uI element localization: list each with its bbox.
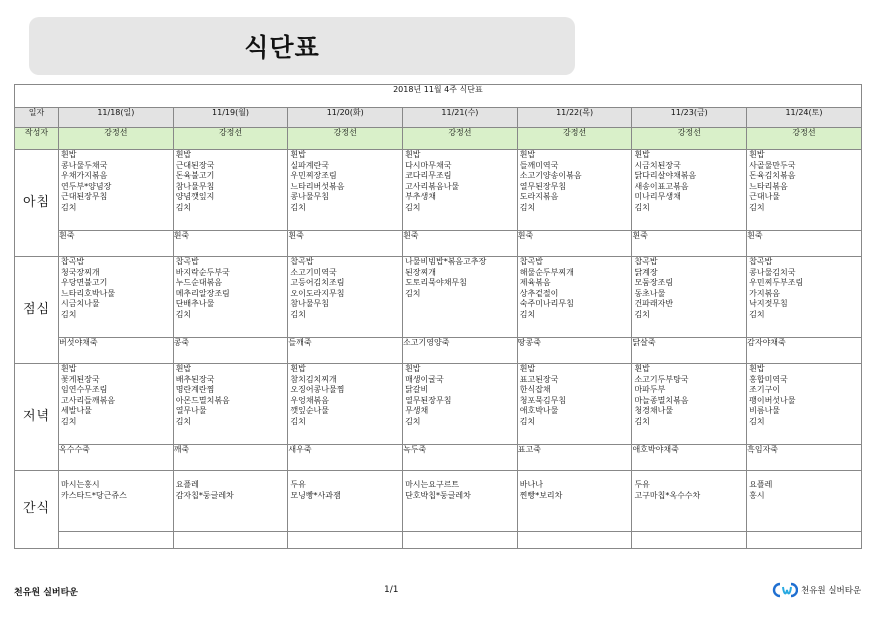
menu-item: 사골물만두국 <box>749 160 796 170</box>
menu-cell <box>288 257 403 338</box>
menu-item: 된장찌개 <box>405 267 436 277</box>
menu-item: 김치 <box>175 202 192 212</box>
menu-item: 다시마무채국 <box>405 160 452 170</box>
day-writer: 강정선 <box>173 128 288 150</box>
menu-item: 모닝빵*사과잼 <box>290 490 341 500</box>
day-date: 11/23(금) <box>632 108 747 128</box>
menu-item: 임연수무조림 <box>61 385 108 395</box>
menu-item: 참치김치찌개 <box>290 374 337 384</box>
menu-item: 실파계란국 <box>290 160 330 170</box>
menu-item: 바나나 <box>519 480 543 489</box>
menu-cell <box>517 257 632 338</box>
title-banner <box>29 17 575 75</box>
day-date: 11/22(목) <box>517 108 632 128</box>
menu-item: 김치 <box>634 202 650 212</box>
logo-text: 천유원 실버타운 <box>801 586 862 596</box>
menu-cell <box>747 150 862 231</box>
menu-cell <box>747 257 862 338</box>
menu-item: 새송이표고볶음 <box>634 181 689 191</box>
menu-cell <box>403 471 518 532</box>
menu-cell <box>288 471 403 532</box>
menu-item: 홍시 <box>749 490 765 500</box>
menu-item: 세발나물 <box>61 406 92 416</box>
menu-item: 두유 <box>290 480 306 489</box>
menu-item: 흰밥 <box>290 150 306 159</box>
menu-item: 김치 <box>405 288 421 298</box>
menu-cell <box>173 257 288 338</box>
menu-cell <box>517 471 632 532</box>
menu-item: 찹곡밥 <box>175 257 199 266</box>
menu-item: 열무된장무침 <box>519 181 567 191</box>
menu-item: 찹곡밥 <box>61 257 85 266</box>
menu-item: 청경채나물 <box>634 406 674 416</box>
porridge-cell: 옥수수죽 <box>59 445 174 471</box>
empty-cell <box>632 532 747 549</box>
menu-item: 코다리무조림 <box>405 171 452 181</box>
menu-item: 김치 <box>290 416 306 426</box>
menu-item: 김치 <box>519 202 536 212</box>
menu-item: 열무나물 <box>175 406 207 416</box>
menu-item: 소고기양송이볶음 <box>519 171 582 181</box>
menu-item: 근대된장무침 <box>61 192 108 202</box>
menu-item: 양념깻잎지 <box>175 192 215 202</box>
day-writer: 강정선 <box>288 128 403 150</box>
menu-item: 카스타드*당근쥬스 <box>61 490 127 500</box>
menu-item: 부추생채 <box>405 192 436 202</box>
menu-item: 제육볶음 <box>519 278 551 288</box>
empty-cell <box>59 532 174 549</box>
meal-label-snack: 간식 <box>15 471 59 549</box>
menu-cell <box>632 150 747 231</box>
porridge-cell: 감자야채죽 <box>747 338 862 364</box>
menu-item: 건파래자반 <box>634 299 674 309</box>
menu-item: 단배추나물 <box>175 299 215 309</box>
porridge-cell: 소고기영양죽 <box>403 338 518 364</box>
menu-item: 흰밥 <box>290 364 306 373</box>
menu-item: 요플레 <box>175 480 199 489</box>
menu-item: 김치 <box>634 416 650 426</box>
porridge-cell: 닭살죽 <box>632 338 747 364</box>
menu-item: 김치 <box>175 416 192 426</box>
day-date: 11/18(일) <box>59 108 174 128</box>
menu-item: 시금치된장국 <box>634 160 681 170</box>
menu-item: 마파두부 <box>634 385 666 395</box>
porridge-cell: 콩죽 <box>173 338 288 364</box>
porridge-cell: 버섯야채죽 <box>59 338 174 364</box>
porridge-cell: 표고죽 <box>517 445 632 471</box>
menu-item: 비름나물 <box>749 406 781 416</box>
menu-item: 흰밥 <box>61 150 77 159</box>
porridge-cell: 흰죽 <box>288 231 403 257</box>
empty-cell <box>173 532 288 549</box>
menu-item: 고사리볶음나물 <box>405 181 460 191</box>
porridge-cell: 깨죽 <box>173 445 288 471</box>
menu-item: 김치 <box>61 309 77 319</box>
menu-item: 바지락순두부국 <box>175 267 230 277</box>
menu-item: 우민찌장조림 <box>290 171 337 181</box>
menu-item: 미나리무생채 <box>634 192 681 202</box>
menu-item: 단호박칩*둥글레차 <box>405 490 471 500</box>
footer-org: 천유원 실버타운 <box>14 588 78 598</box>
menu-item: 소고기미역국 <box>290 267 337 277</box>
menu-item: 상추겉절이 <box>519 288 559 298</box>
menu-item: 고사리들깨볶음 <box>61 395 116 405</box>
menu-item: 도토리묵야채무침 <box>405 278 467 288</box>
menu-item: 김치 <box>405 202 421 212</box>
menu-item: 나물비빔밥*볶음고추장 <box>405 257 487 266</box>
menu-item: 근대된장국 <box>175 160 215 170</box>
menu-item: 김치 <box>519 416 536 426</box>
page-title: 식단표 <box>244 33 320 62</box>
menu-item: 흰밥 <box>519 364 536 373</box>
porridge-cell: 흰죽 <box>517 231 632 257</box>
menu-item: 동초나물 <box>634 288 666 298</box>
empty-cell <box>288 532 403 549</box>
menu-item: 아몬드멸치볶음 <box>175 395 230 405</box>
porridge-cell: 새우죽 <box>288 445 403 471</box>
menu-item: 우채가지볶음 <box>61 171 108 181</box>
menu-item: 모둠장조림 <box>634 278 674 288</box>
day-date: 11/24(토) <box>747 108 862 128</box>
menu-item: 닭계장 <box>634 267 658 277</box>
menu-item: 흰밥 <box>634 364 650 373</box>
porridge-cell: 흰죽 <box>747 231 862 257</box>
menu-item: 느타리버섯볶음 <box>290 181 345 191</box>
menu-item: 김치 <box>749 416 765 426</box>
footer-page-number: 1/1 <box>384 585 399 595</box>
day-writer: 강정선 <box>747 128 862 150</box>
menu-item: 도라지볶음 <box>519 192 559 202</box>
menu-cell <box>517 150 632 231</box>
menu-item: 느타리볶음 <box>749 181 788 191</box>
menu-item: 누드순대볶음 <box>175 278 223 288</box>
meal-label-breakfast: 아침 <box>15 150 59 257</box>
menu-item: 무생채 <box>405 406 429 416</box>
menu-item: 흰밥 <box>175 364 192 373</box>
menu-item: 김치 <box>749 309 765 319</box>
menu-cell <box>747 364 862 445</box>
menu-item: 표고된장국 <box>519 374 559 384</box>
menu-item: 한식잡채 <box>519 385 551 395</box>
porridge-cell: 흰죽 <box>173 231 288 257</box>
menu-item: 청국장찌개 <box>61 267 100 277</box>
menu-item: 찹곡밥 <box>519 257 543 266</box>
menu-item: 흰밥 <box>519 150 536 159</box>
menu-item: 깻잎순나물 <box>290 406 330 416</box>
menu-item: 소고기두부탕국 <box>634 374 689 384</box>
week-title: 2018년 11월 4주 식단표 <box>15 85 862 108</box>
menu-item: 배추된장국 <box>175 374 215 384</box>
menu-item: 꽃게된장국 <box>61 374 100 384</box>
day-writer: 강정선 <box>517 128 632 150</box>
empty-cell <box>517 532 632 549</box>
day-writer: 강정선 <box>632 128 747 150</box>
menu-item: 흰밥 <box>749 364 765 373</box>
footer-logo <box>772 582 861 598</box>
menu-cell <box>747 471 862 532</box>
menu-item: 마늘종멸치볶음 <box>634 395 689 405</box>
logo-mark-icon <box>772 582 798 598</box>
menu-cell <box>59 364 174 445</box>
menu-item: 메추리알장조림 <box>175 288 230 298</box>
menu-item: 김치 <box>634 309 650 319</box>
menu-cell <box>632 364 747 445</box>
menu-item: 고구마칩*옥수수차 <box>634 490 701 500</box>
menu-cell <box>173 150 288 231</box>
menu-item: 홍합미역국 <box>749 374 788 384</box>
menu-item: 닭다리살야채볶음 <box>634 171 697 181</box>
menu-item: 우민찌두부조림 <box>749 278 804 288</box>
menu-cell <box>403 150 518 231</box>
menu-item: 마시는홍시 <box>61 480 100 489</box>
empty-cell <box>403 532 518 549</box>
porridge-cell: 흰죽 <box>59 231 174 257</box>
writer-header-label: 작성자 <box>15 128 59 150</box>
menu-item: 열무된장무침 <box>405 395 452 405</box>
menu-item: 고등어김치조림 <box>290 278 345 288</box>
menu-item: 명란계란찜 <box>175 385 215 395</box>
menu-item: 찐빵*보리차 <box>519 490 563 500</box>
menu-cell <box>403 257 518 338</box>
menu-item: 흰밥 <box>175 150 192 159</box>
weekly-menu-table <box>14 84 862 549</box>
menu-cell <box>173 364 288 445</box>
menu-item: 돈육불고기 <box>175 171 215 181</box>
menu-cell <box>517 364 632 445</box>
menu-item: 청포묵김무침 <box>519 395 567 405</box>
menu-item: 찹곡밥 <box>290 257 314 266</box>
menu-cell <box>288 364 403 445</box>
menu-item: 오징어콩나물찜 <box>290 385 345 395</box>
menu-cell <box>59 150 174 231</box>
menu-item: 흰밥 <box>749 150 765 159</box>
menu-cell <box>632 471 747 532</box>
menu-item: 우당면불고기 <box>61 278 108 288</box>
menu-item: 콩나물두채국 <box>61 160 108 170</box>
menu-item: 김치 <box>175 309 192 319</box>
menu-item: 흰밥 <box>61 364 77 373</box>
menu-cell <box>403 364 518 445</box>
menu-item: 매생이굴국 <box>405 374 444 384</box>
menu-item: 해물순두부찌개 <box>519 267 574 277</box>
menu-item: 요플레 <box>749 480 773 489</box>
menu-cell <box>288 150 403 231</box>
menu-item: 팽이버섯나물 <box>749 395 796 405</box>
menu-item: 참나물무침 <box>290 299 330 309</box>
menu-item: 오이도라지무침 <box>290 288 345 298</box>
menu-item: 마시는요구르트 <box>405 480 460 489</box>
menu-item: 낙지젓무침 <box>749 299 788 309</box>
porridge-cell: 흰죽 <box>632 231 747 257</box>
menu-item: 김치 <box>405 416 421 426</box>
menu-item: 찹곡밥 <box>634 257 658 266</box>
menu-item: 두유 <box>634 480 650 489</box>
menu-item: 가지볶음 <box>749 288 781 298</box>
menu-item: 감자칩*둥글레차 <box>175 490 234 500</box>
menu-item: 우엉채볶음 <box>290 395 330 405</box>
date-header-label: 일자 <box>15 108 59 128</box>
menu-item: 흰밥 <box>405 364 421 373</box>
menu-cell <box>173 471 288 532</box>
porridge-cell: 흑임자죽 <box>747 445 862 471</box>
porridge-cell: 녹두죽 <box>403 445 518 471</box>
porridge-cell: 땅콩죽 <box>517 338 632 364</box>
menu-item: 흰밥 <box>634 150 650 159</box>
menu-item: 애호박나물 <box>519 406 559 416</box>
menu-item: 숙주미나리무침 <box>519 299 574 309</box>
porridge-cell: 들깨죽 <box>288 338 403 364</box>
menu-cell <box>59 257 174 338</box>
menu-item: 김치 <box>290 309 306 319</box>
day-writer: 강정선 <box>403 128 518 150</box>
menu-item: 콩나물김치국 <box>749 267 796 277</box>
menu-item: 김치 <box>61 202 77 212</box>
day-date: 11/20(화) <box>288 108 403 128</box>
menu-item: 돈육김치볶음 <box>749 171 796 181</box>
menu-item: 조기구이 <box>749 385 781 395</box>
menu-item: 근대나물 <box>749 192 781 202</box>
menu-item: 김치 <box>61 416 77 426</box>
menu-cell <box>59 471 174 532</box>
menu-item: 김치 <box>519 309 536 319</box>
menu-item: 김치 <box>749 202 765 212</box>
menu-item: 느타리호박나물 <box>61 288 116 298</box>
meal-label-dinner: 저녁 <box>15 364 59 471</box>
porridge-cell: 흰죽 <box>403 231 518 257</box>
menu-item: 연두부*양념장 <box>61 181 112 191</box>
meal-label-lunch: 점심 <box>15 257 59 364</box>
day-date: 11/21(수) <box>403 108 518 128</box>
menu-item: 김치 <box>290 202 306 212</box>
menu-item: 시금치나물 <box>61 299 100 309</box>
menu-item: 콩나물무침 <box>290 192 330 202</box>
menu-cell <box>632 257 747 338</box>
menu-item: 들깨미역국 <box>519 160 559 170</box>
day-writer: 강정선 <box>59 128 174 150</box>
menu-item: 흰밥 <box>405 150 421 159</box>
menu-item: 참나물무침 <box>175 181 215 191</box>
menu-item: 찹곡밥 <box>749 257 773 266</box>
menu-item: 닭갈비 <box>405 385 429 395</box>
empty-cell <box>747 532 862 549</box>
day-date: 11/19(월) <box>173 108 288 128</box>
porridge-cell: 애호박야채죽 <box>632 445 747 471</box>
